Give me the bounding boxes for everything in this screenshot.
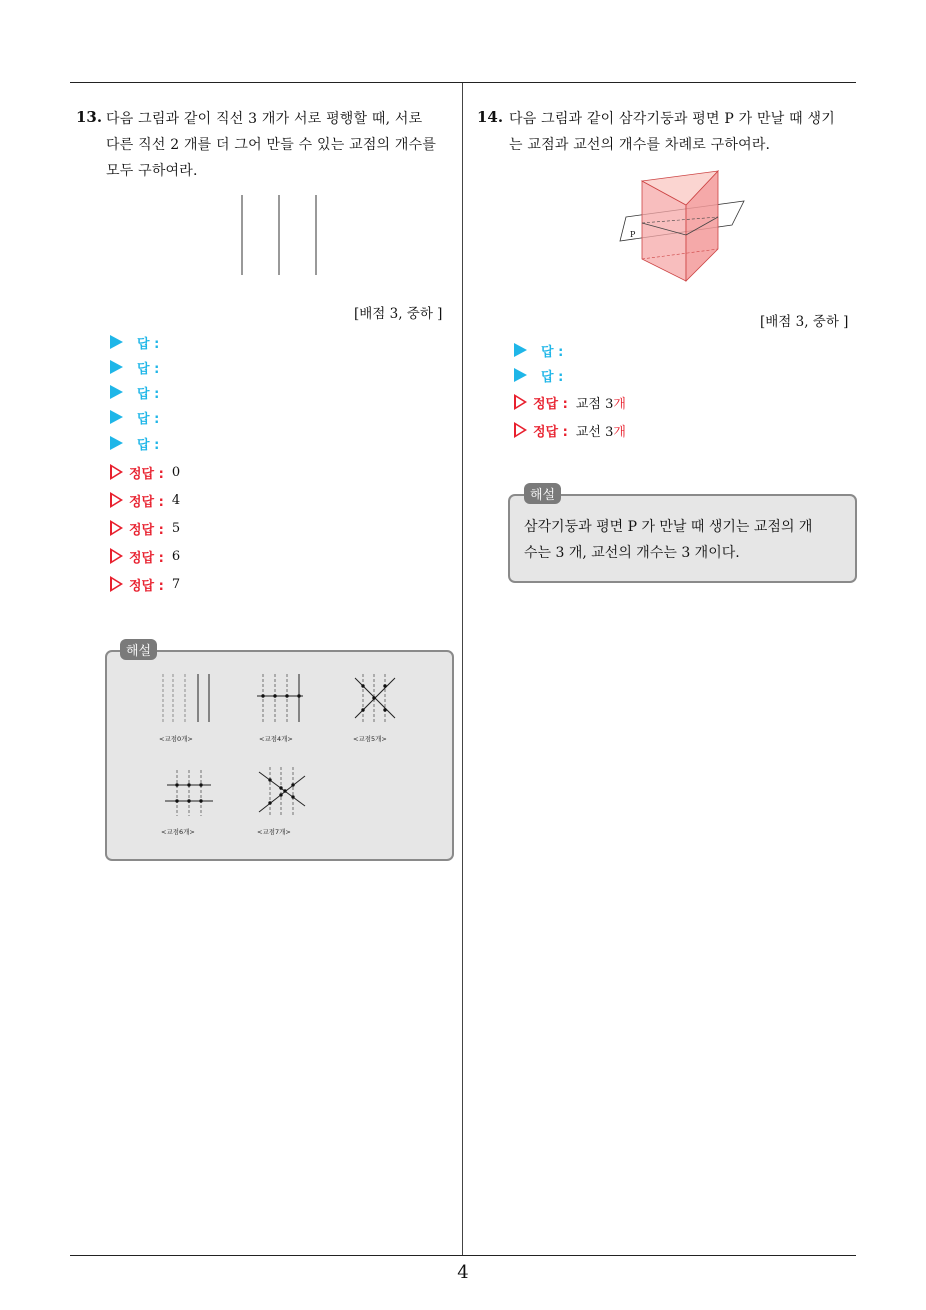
answer-arrow-icon <box>110 385 123 399</box>
question-number: 14. <box>477 108 504 126</box>
solution-box <box>508 494 857 583</box>
question-line: 모두 구하여라. <box>106 163 198 179</box>
answer-label: 답 : <box>541 344 564 360</box>
answer-row <box>110 357 159 377</box>
answer-label: 답 : <box>137 437 160 453</box>
correct-arrow-icon <box>110 492 123 508</box>
correct-label: 정답 : <box>533 396 568 412</box>
correct-answer-row <box>110 518 180 538</box>
page-number: 4 <box>457 1262 469 1283</box>
solution-figure <box>257 767 305 836</box>
figure-caption: <교점5개> <box>353 735 387 743</box>
solution-figure <box>353 674 395 743</box>
correct-label: 정답 : <box>533 424 568 440</box>
question-line: 는 교점과 교선의 개수를 차례로 구하여라. <box>509 137 771 153</box>
correct-label: 정답 : <box>129 522 164 538</box>
question-text <box>509 106 835 158</box>
header-rule <box>70 82 856 83</box>
correct-answer-value: 5 <box>171 520 181 536</box>
score-label: [배점 3, 중하 ] <box>354 306 443 322</box>
answer-arrow-icon <box>110 360 123 374</box>
parallel-lines-figure <box>232 192 327 278</box>
answer-label: 답 : <box>137 336 160 352</box>
correct-answer-value: 7 <box>171 576 181 592</box>
solution-figures <box>107 652 452 859</box>
answer-arrow-icon <box>110 410 123 424</box>
question-text <box>106 106 436 184</box>
solution-tag: 해설 <box>524 483 561 504</box>
plane-label: P <box>630 230 636 239</box>
answer-label: 답 : <box>541 369 564 385</box>
answer-arrow-icon <box>514 343 527 357</box>
answer-row <box>514 365 563 385</box>
solution-figure <box>257 674 303 743</box>
correct-label: 정답 : <box>129 550 164 566</box>
answer-arrow-icon <box>110 436 123 450</box>
correct-arrow-icon <box>110 520 123 536</box>
question-line: 다음 그림과 같이 삼각기둥과 평면 P 가 만날 때 생기 <box>509 111 835 127</box>
answer-row <box>514 340 563 360</box>
correct-answer-row <box>514 420 626 440</box>
answer-arrow-icon <box>110 335 123 349</box>
correct-label: 정답 : <box>129 466 164 482</box>
correct-answer-value: 0 <box>171 464 181 480</box>
column-divider <box>462 83 463 1255</box>
correct-answer-unit: 개 <box>613 396 626 412</box>
correct-arrow-icon <box>110 548 123 564</box>
figure-caption: <교점0개> <box>159 735 193 743</box>
solution-box <box>105 650 454 861</box>
question-number: 13. <box>76 108 103 126</box>
footer-rule <box>70 1255 856 1256</box>
solution-text <box>524 514 812 566</box>
answer-label: 답 : <box>137 411 160 427</box>
correct-answer-row <box>514 392 626 412</box>
correct-answer-unit: 개 <box>613 424 626 440</box>
solution-line: 삼각기둥과 평면 P 가 만날 때 생기는 교점의 개 <box>524 519 813 535</box>
answer-row <box>110 407 159 427</box>
correct-answer-row <box>110 462 180 482</box>
score-label: [배점 3, 중하 ] <box>760 314 849 330</box>
correct-answer-row <box>110 574 180 594</box>
answer-row <box>110 332 159 352</box>
figure-caption: <교점7개> <box>257 828 291 836</box>
solution-tag: 해설 <box>120 639 157 660</box>
correct-label: 정답 : <box>129 578 164 594</box>
correct-answer-value: 4 <box>171 492 181 508</box>
correct-arrow-icon <box>514 394 527 410</box>
question-line: 다른 직선 2 개를 더 그어 만들 수 있는 교점의 개수를 <box>106 137 437 153</box>
correct-label: 정답 : <box>129 494 164 510</box>
answer-label: 답 : <box>137 361 160 377</box>
prism-plane-figure <box>618 163 753 285</box>
correct-answer-row <box>110 490 180 510</box>
solution-figure <box>159 674 209 743</box>
answer-arrow-icon <box>514 368 527 382</box>
correct-answer-row <box>110 546 180 566</box>
correct-answer-value: 교선 3 <box>575 424 614 440</box>
answer-row <box>110 382 159 402</box>
answer-row <box>110 433 159 453</box>
correct-arrow-icon <box>514 422 527 438</box>
correct-answer-value: 교점 3 <box>575 396 614 412</box>
answer-label: 답 : <box>137 386 160 402</box>
figure-caption: <교점6개> <box>161 828 195 836</box>
correct-arrow-icon <box>110 576 123 592</box>
correct-arrow-icon <box>110 464 123 480</box>
figure-caption: <교점4개> <box>259 735 293 743</box>
question-line: 다음 그림과 같이 직선 3 개가 서로 평행할 때, 서로 <box>106 111 423 127</box>
correct-answer-value: 6 <box>171 548 181 564</box>
solution-line: 수는 3 개, 교선의 개수는 3 개이다. <box>524 545 740 561</box>
solution-figure <box>161 770 213 836</box>
